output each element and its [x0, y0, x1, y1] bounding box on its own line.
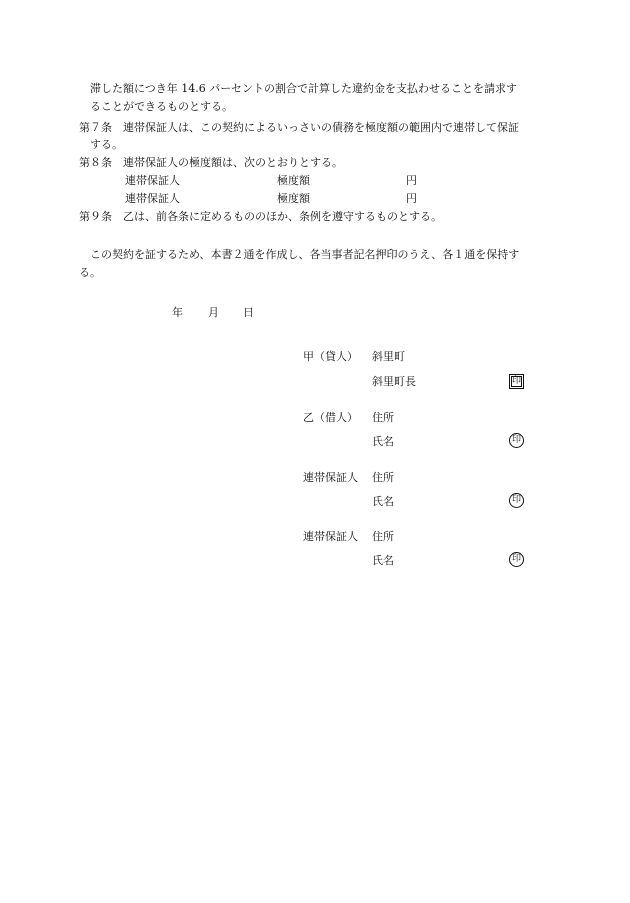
party-line1: 住所 [372, 411, 394, 424]
article-8-line1: 第８条 連帯保証人の極度額は、次のとおりとする。 [79, 156, 343, 169]
party-role: 連帯保証人 [303, 471, 358, 484]
guarantor-label: 連帯保証人 [125, 174, 180, 187]
limit-label: 極度額 [277, 174, 310, 187]
yen-unit: 円 [406, 192, 417, 205]
party-role: 甲（貸人） [303, 350, 358, 363]
party-line2: 氏名 [372, 495, 394, 508]
article-continuation-line1: 滞した額につき年 14.6 パーセントの割合で計算した違約金を支払わせることを請求す [90, 82, 518, 95]
closing-statement-line1: この契約を証するため、本書２通を作成し、各当事者記名押印のうえ、各１通を保持す [90, 248, 520, 261]
article-9-line1: 第９条 乙は、前各条に定めるもののほか、条例を遵守するものとする。 [79, 210, 442, 223]
seal-icon: 印 [509, 552, 524, 567]
yen-unit: 円 [406, 174, 417, 187]
official-seal-icon: 印 [509, 374, 524, 389]
party-line1: 住所 [372, 471, 394, 484]
article-7-line1: 第７条 連帯保証人は、この契約によるいっさいの債務を極度額の範囲内で連帯して保証 [79, 121, 519, 134]
article-7-line2: する。 [90, 138, 123, 151]
party-line1: 斜里町 [372, 350, 405, 363]
closing-statement-line2: る。 [79, 266, 101, 279]
seal-icon: 印 [509, 433, 524, 448]
seal-icon: 印 [509, 493, 524, 508]
date-month: 月 [208, 306, 219, 319]
party-role: 連帯保証人 [303, 530, 358, 543]
article-continuation-line2: ることができるものとする。 [90, 100, 233, 113]
party-role: 乙（借人） [303, 411, 358, 424]
party-line2: 氏名 [372, 435, 394, 448]
party-line1: 住所 [372, 530, 394, 543]
party-line2: 氏名 [372, 554, 394, 567]
limit-label: 極度額 [277, 192, 310, 205]
date-year: 年 [172, 306, 183, 319]
date-day: 日 [243, 306, 254, 319]
party-line2: 斜里町長 [372, 375, 416, 388]
guarantor-label: 連帯保証人 [125, 192, 180, 205]
